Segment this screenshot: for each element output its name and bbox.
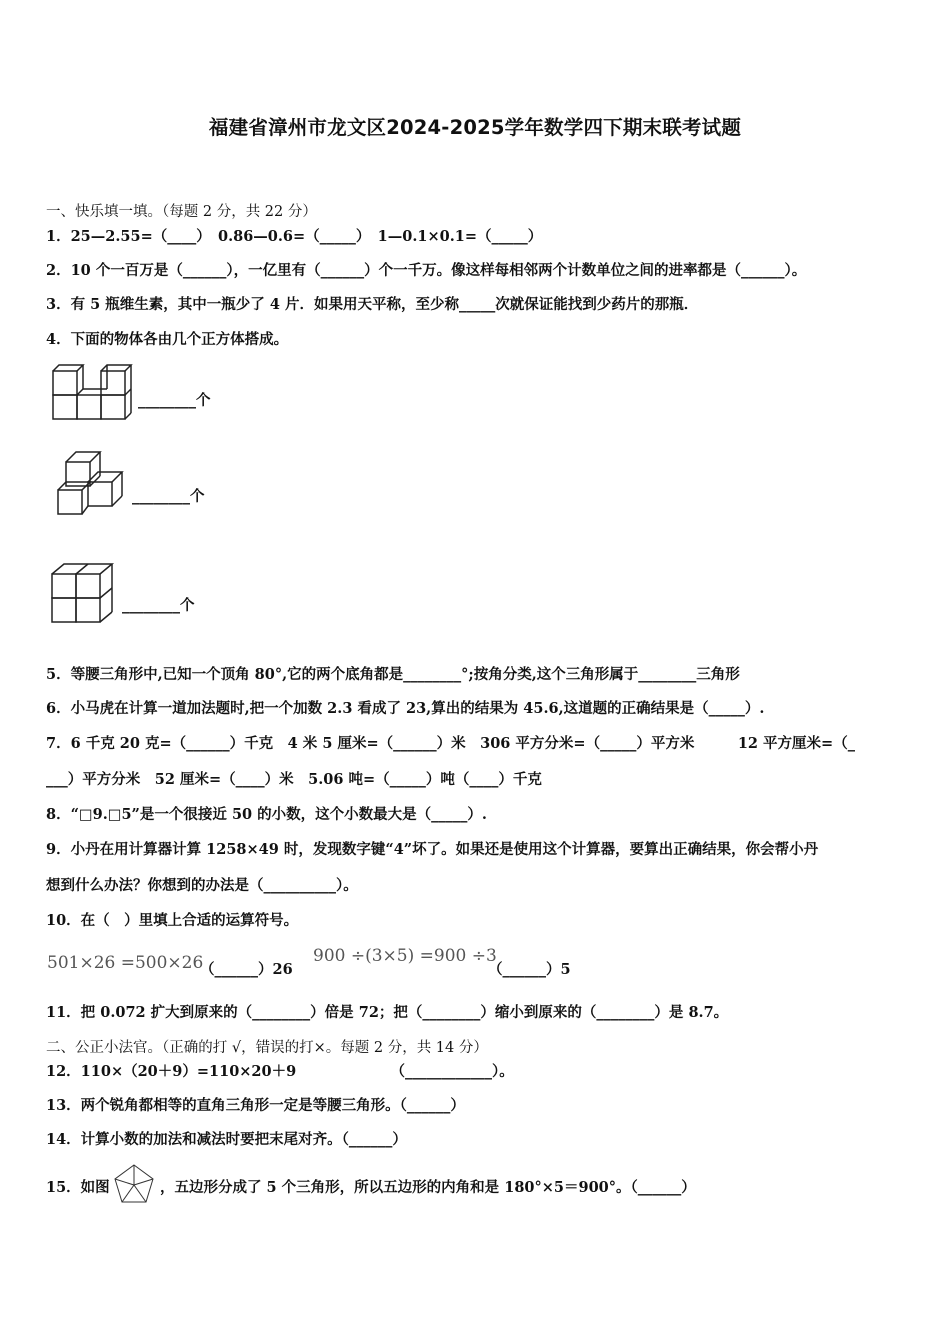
question-10-expression-2: 900 ÷(3×5) =900 ÷3 (313, 946, 497, 966)
question-10-blank-2[interactable]: （______）5 (488, 961, 571, 978)
question-3: 3．有 5 瓶维生素，其中一瓶少了 4 片．如果用天平称，至少称_____次就保证能找到少药片的那瓶． (46, 296, 699, 313)
question-14: 14．计算小数的加法和减法时要把末尾对齐。（______） (46, 1131, 407, 1148)
pentagon-figure (112, 1163, 156, 1205)
question-15-prefix: 15．如图 (46, 1179, 110, 1196)
question-4-blank-1[interactable]: ________个 (138, 392, 211, 409)
question-7-line-1: 7．6 千克 20 克=（______）千克 4 米 5 厘米=（______）米 306 平方分米=（_____）平方米 12 平方厘米=（_ (46, 735, 855, 752)
section-1-heading: 一、快乐填一填。（每题 2 分，共 22 分） (46, 204, 317, 220)
question-11: 11．把 0.072 扩大到原来的（________）倍是 72；把（________）缩小到原来的（________）是 8.7。 (46, 1004, 729, 1021)
question-12: 12．110×（20＋9）=110×20＋9 （____________）。 (46, 1063, 514, 1080)
cube-figure-1 (48, 362, 134, 422)
question-9-line-1: 9．小丹在用计算器计算 1258×49 时，发现数字键“4”坏了。如果还是使用这个计算器，要算出正确结果，你会帮小丹 (46, 841, 819, 858)
question-6: 6．小马虎在计算一道加法题时,把一个加数 2.3 看成了 23,算出的结果为 45.6,这道题的正确结果是（_____）. (46, 700, 765, 717)
question-8: 8．“□9.□5”是一个很接近 50 的小数，这个小数最大是（_____）. (46, 806, 487, 823)
question-13: 13．两个锐角都相等的直角三角形一定是等腰三角形。（______） (46, 1097, 465, 1114)
cube-figure-3 (48, 560, 118, 626)
question-10-blank-1[interactable]: （______）26 (200, 961, 293, 978)
question-5: 5．等腰三角形中,已知一个顶角 80°,它的两个底角都是________°;按角分类,这个三角形属于________三角形 (46, 666, 740, 683)
question-4-blank-3[interactable]: ________个 (122, 597, 195, 614)
question-10-expression-1: 501×26 =500×26 (47, 953, 204, 973)
question-2: 2．10 个一百万是（______），一亿里有（______）个一千万。像这样每相邻两个计数单位之间的进率都是（______）。 (46, 262, 807, 279)
section-2-heading: 二、公正小法官。（正确的打 √，错误的打×。每题 2 分，共 14 分） (46, 1040, 488, 1056)
question-7-line-2: ___）平方分米 52 厘米=（____）米 5.06 吨=（_____）吨（____）千克 (46, 771, 542, 788)
question-4: 4．下面的物体各由几个正方体搭成。 (46, 331, 289, 348)
question-1: 1．25—2.55=（____） 0.86—0.6=（_____） 1—0.1×0.1=（_____） (46, 228, 543, 245)
question-15-text: ，五边形分成了 5 个三角形，所以五边形的内角和是 180°×5＝900°。（______） (160, 1179, 696, 1196)
page-title: 福建省漳州市龙文区2024-2025学年数学四下期末联考试题 (208, 116, 742, 139)
question-9-line-2: 想到什么办法？你想到的办法是（__________）。 (46, 877, 358, 894)
cube-figure-2 (54, 446, 130, 518)
question-10: 10．在（ ）里填上合适的运算符号。 (46, 912, 299, 929)
question-4-blank-2[interactable]: ________个 (132, 488, 205, 505)
